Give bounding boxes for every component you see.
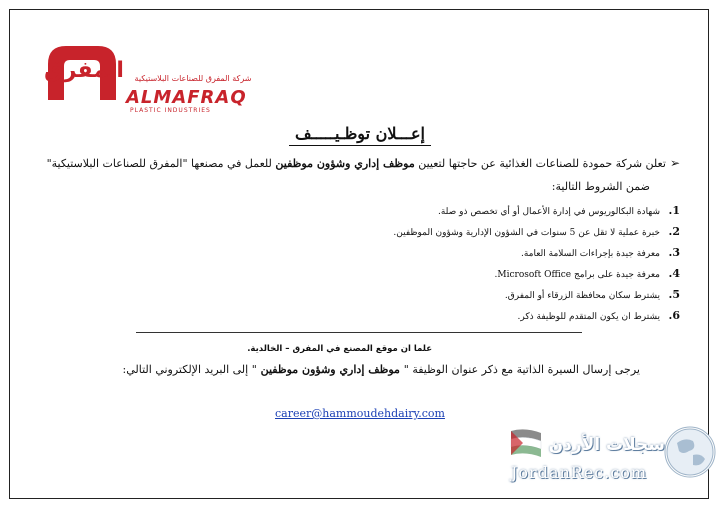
condition-number: 6. xyxy=(668,309,680,322)
condition-text: يشترط سكان محافظة الزرقاء أو المفرق. xyxy=(504,291,660,301)
watermark-latin: JordanRec.com xyxy=(511,463,648,482)
condition-number: 3. xyxy=(668,246,680,259)
page-title xyxy=(0,124,720,143)
factory-location-note: علما ان موقع المصنع في المفرق – الخالدية. xyxy=(247,344,432,354)
intro-paragraph xyxy=(40,155,680,172)
conditions-heading: ضمن الشروط التالية: xyxy=(551,180,650,193)
apply-part2: " إلى البريد الإلكتروني التالي: xyxy=(122,363,257,376)
condition-text: يشترط ان يكون المتقدم للوظيفة ذكر. xyxy=(517,312,660,322)
condition-item xyxy=(40,305,680,326)
watermark xyxy=(507,425,719,495)
intro-job-title: موظف إداري وشؤون موظفين xyxy=(275,157,415,170)
divider xyxy=(136,332,582,333)
apply-part1: يرجى إرسال السيرة الذاتية مع ذكر عنوان الوظيفة " xyxy=(403,363,640,376)
email-link[interactable]: career@hammoudehdairy.com xyxy=(275,407,445,420)
condition-text: معرفة جيدة بإجراءات السلامة العامة. xyxy=(520,249,660,259)
condition-item xyxy=(40,263,680,284)
conditions-list xyxy=(40,200,680,326)
title-text: إعـــلان توظـيـــــف xyxy=(289,124,431,146)
globe-icon xyxy=(663,425,717,479)
condition-number: 5. xyxy=(668,288,680,301)
condition-item xyxy=(40,221,680,242)
condition-number: 2. xyxy=(668,225,680,238)
apply-instructions xyxy=(40,363,640,376)
condition-item xyxy=(40,200,680,221)
condition-text: خبرة عملية لا تقل عن 5 سنوات في الشؤون الإدارية وشؤون الموظفين. xyxy=(393,228,660,238)
intro-part1: تعلن شركة حمودة للصناعات الغذائية عن حاجتها لتعيين xyxy=(414,157,666,170)
condition-text: شهادة البكالوريوس في إدارة الأعمال أو أي تخصص ذو صلة. xyxy=(437,207,660,217)
apply-job-title: موظف إداري وشؤون موظفين xyxy=(256,363,404,376)
watermark-arabic: سجلات الأردن xyxy=(548,435,665,455)
condition-text: معرفة جيدة على برامج Microsoft Office. xyxy=(494,270,660,280)
jordan-flag-icon xyxy=(507,425,547,461)
condition-item xyxy=(40,242,680,263)
logo-latin-name: ALMAFRAQ xyxy=(126,87,247,108)
company-logo xyxy=(42,40,260,114)
intro-part2: للعمل في مصنعها "المفرق للصناعات البلاستيكية" xyxy=(46,157,276,170)
arrow-bullet-icon: ➢ xyxy=(669,156,680,170)
condition-number: 1. xyxy=(668,204,680,217)
logo-arabic-tagline: شركة المفرق للصناعات البلاستيكية xyxy=(134,74,252,83)
condition-item xyxy=(40,284,680,305)
logo-latin-tagline: PLASTIC INDUSTRIES xyxy=(130,107,211,114)
condition-number: 4. xyxy=(668,267,680,280)
logo-arabic-name: المفرق xyxy=(44,58,124,83)
